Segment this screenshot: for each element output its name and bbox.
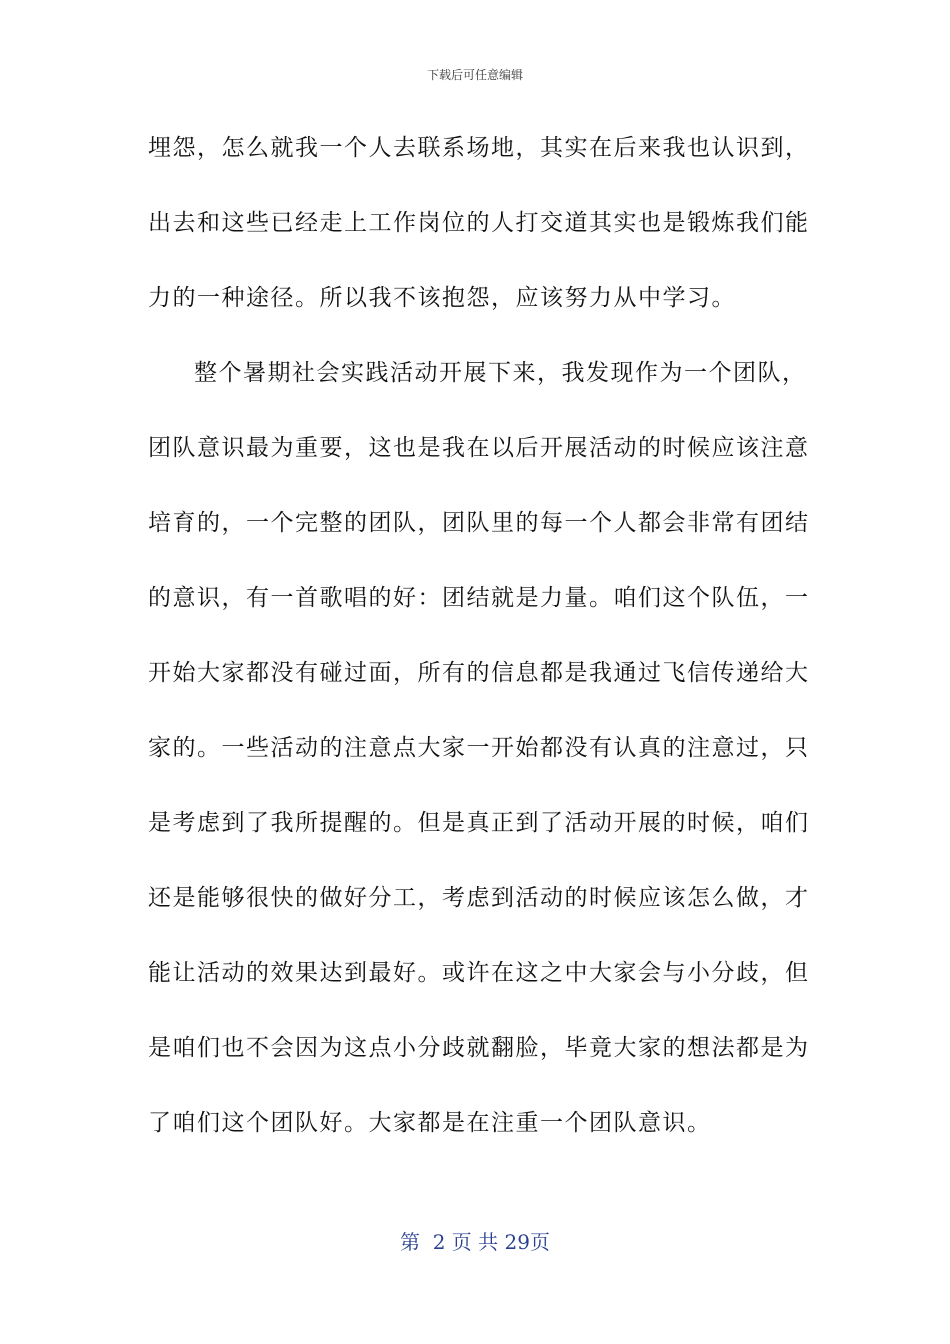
text-line: 的意识，有一首歌唱的好：团结就是力量。咱们这个队伍，一 [148,585,810,611]
text-line: 还是能够很快的做好分工，考虑到活动的时候应该怎么做，才 [148,885,810,911]
text-line: 了咱们这个团队好。大家都是在注重一个团队意识。 [148,1110,712,1136]
paragraph-start-line: 整个暑期社会实践活动开展下来，我发现作为一个团队， [194,360,807,386]
text-line: 家的。一些活动的注意点大家一开始都没有认真的注意过，只 [148,735,810,761]
text-line: 开始大家都没有碰过面，所有的信息都是我通过飞信传递给大 [148,660,810,686]
text-line: 团队意识最为重要，这也是我在以后开展活动的时候应该注意 [148,435,810,461]
text-line: 埋怨，怎么就我一个人去联系场地，其实在后来我也认识到， [148,135,810,161]
text-line: 是咱们也不会因为这点小分歧就翻脸，毕竟大家的想法都是为 [148,1035,810,1061]
header-note: 下载后可任意编辑 [426,68,523,82]
text-line: 培育的，一个完整的团队，团队里的每一个人都会非常有团结 [148,510,810,536]
page-number: 第 2 页 共 29页 [400,1230,550,1254]
document-body [148,130,810,1180]
text-line: 是考虑到了我所提醒的。但是真正到了活动开展的时候，咱们 [148,810,810,836]
text-line: 力的一种途径。所以我不该抱怨，应该努力从中学习。 [148,285,736,311]
text-line: 能让活动的效果达到最好。或许在这之中大家会与小分歧，但 [148,960,810,986]
text-line: 出去和这些已经走上工作岗位的人打交道其实也是锻炼我们能 [148,210,810,236]
